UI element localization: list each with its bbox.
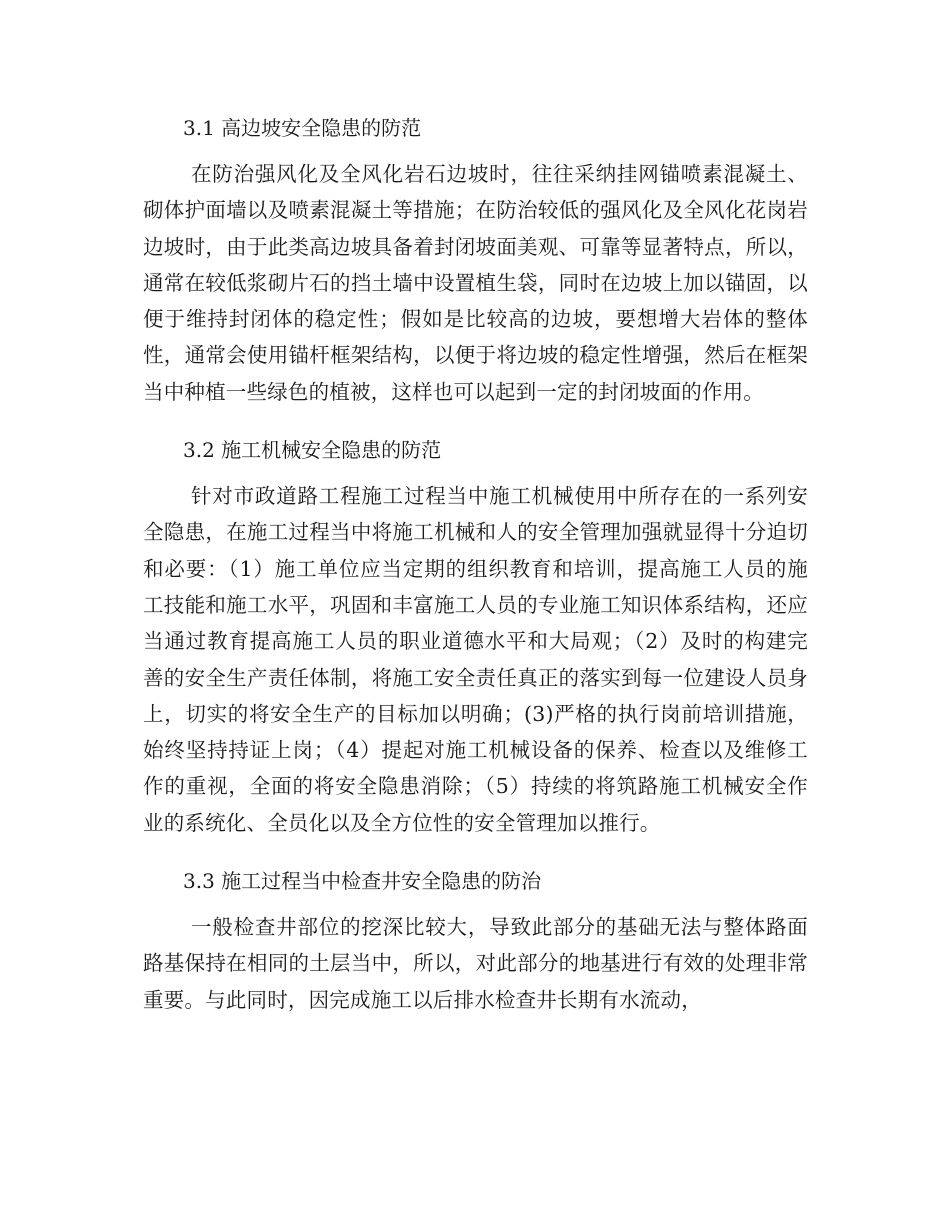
- section-paragraph-3-1: 在防治强风化及全风化岩石边坡时，往往采纳挂网锚喷素混凝土、砌体护面墙以及喷素混凝土等措施；在防治较低的强风化及全风化花岗岩边坡时，由于此类高边坡具备着封闭坡面美观、可靠等显著特点，所以，通常在较低浆砌片石的挡土墙中设置植生袋，同时在边坡上加以锚固，以便于维持封闭体的稳定性；假如是比较高的边坡，要想增大岩体的整体性，通常会使用锚杆框架结构，以便于将边坡的稳定性增强，然后在框架当中种植一些绿色的植被，这样也可以起到一定的封闭坡面的作用。: [143, 162, 808, 404]
- document-body: [143, 110, 808, 1038]
- section-heading-3-3: 3.3 施工过程当中检查井安全隐患的防治: [183, 869, 542, 894]
- section-paragraph-3-3: 一般检查井部位的挖深比较大，导致此部分的基础无法与整体路面路基保持在相同的土层当中，所以，对此部分的地基进行有效的处理非常重要。与此同时，因完成施工以后排水检查井长期有水流动，: [143, 915, 808, 1012]
- section-heading-3-1: 3.1 高边坡安全隐患的防范: [183, 116, 422, 140]
- section-paragraph-3-2: 针对市政道路工程施工过程当中施工机械使用中所存在的一系列安全隐患，在施工过程当中将施工机械和人的安全管理加强就显得十分迫切和必要：（1）施工单位应当定期的组织教育和培训，提高施工人员的施工技能和施工水平，巩固和丰富施工人员的专业施工知识体系结构，还应当通过教育提高施工人员的职业道德水平和大局观；（2）及时的构建完善的安全生产责任体制，将施工安全责任真正的落实到每一位建设人员身上，切实的将安全生产的目标加以明确；(3)严格的执行岗前培训措施，始终坚持持证上岗；（4）提起对施工机械设备的保养、检查以及维修工作的重视，全面的将安全隐患消除；（5）持续的将筑路施工机械安全作业的系统化、全员化以及全方位性的安全管理加以推行。: [143, 484, 808, 835]
- section-heading-3-2: 3.2 施工机械安全隐患的防范: [183, 438, 442, 463]
